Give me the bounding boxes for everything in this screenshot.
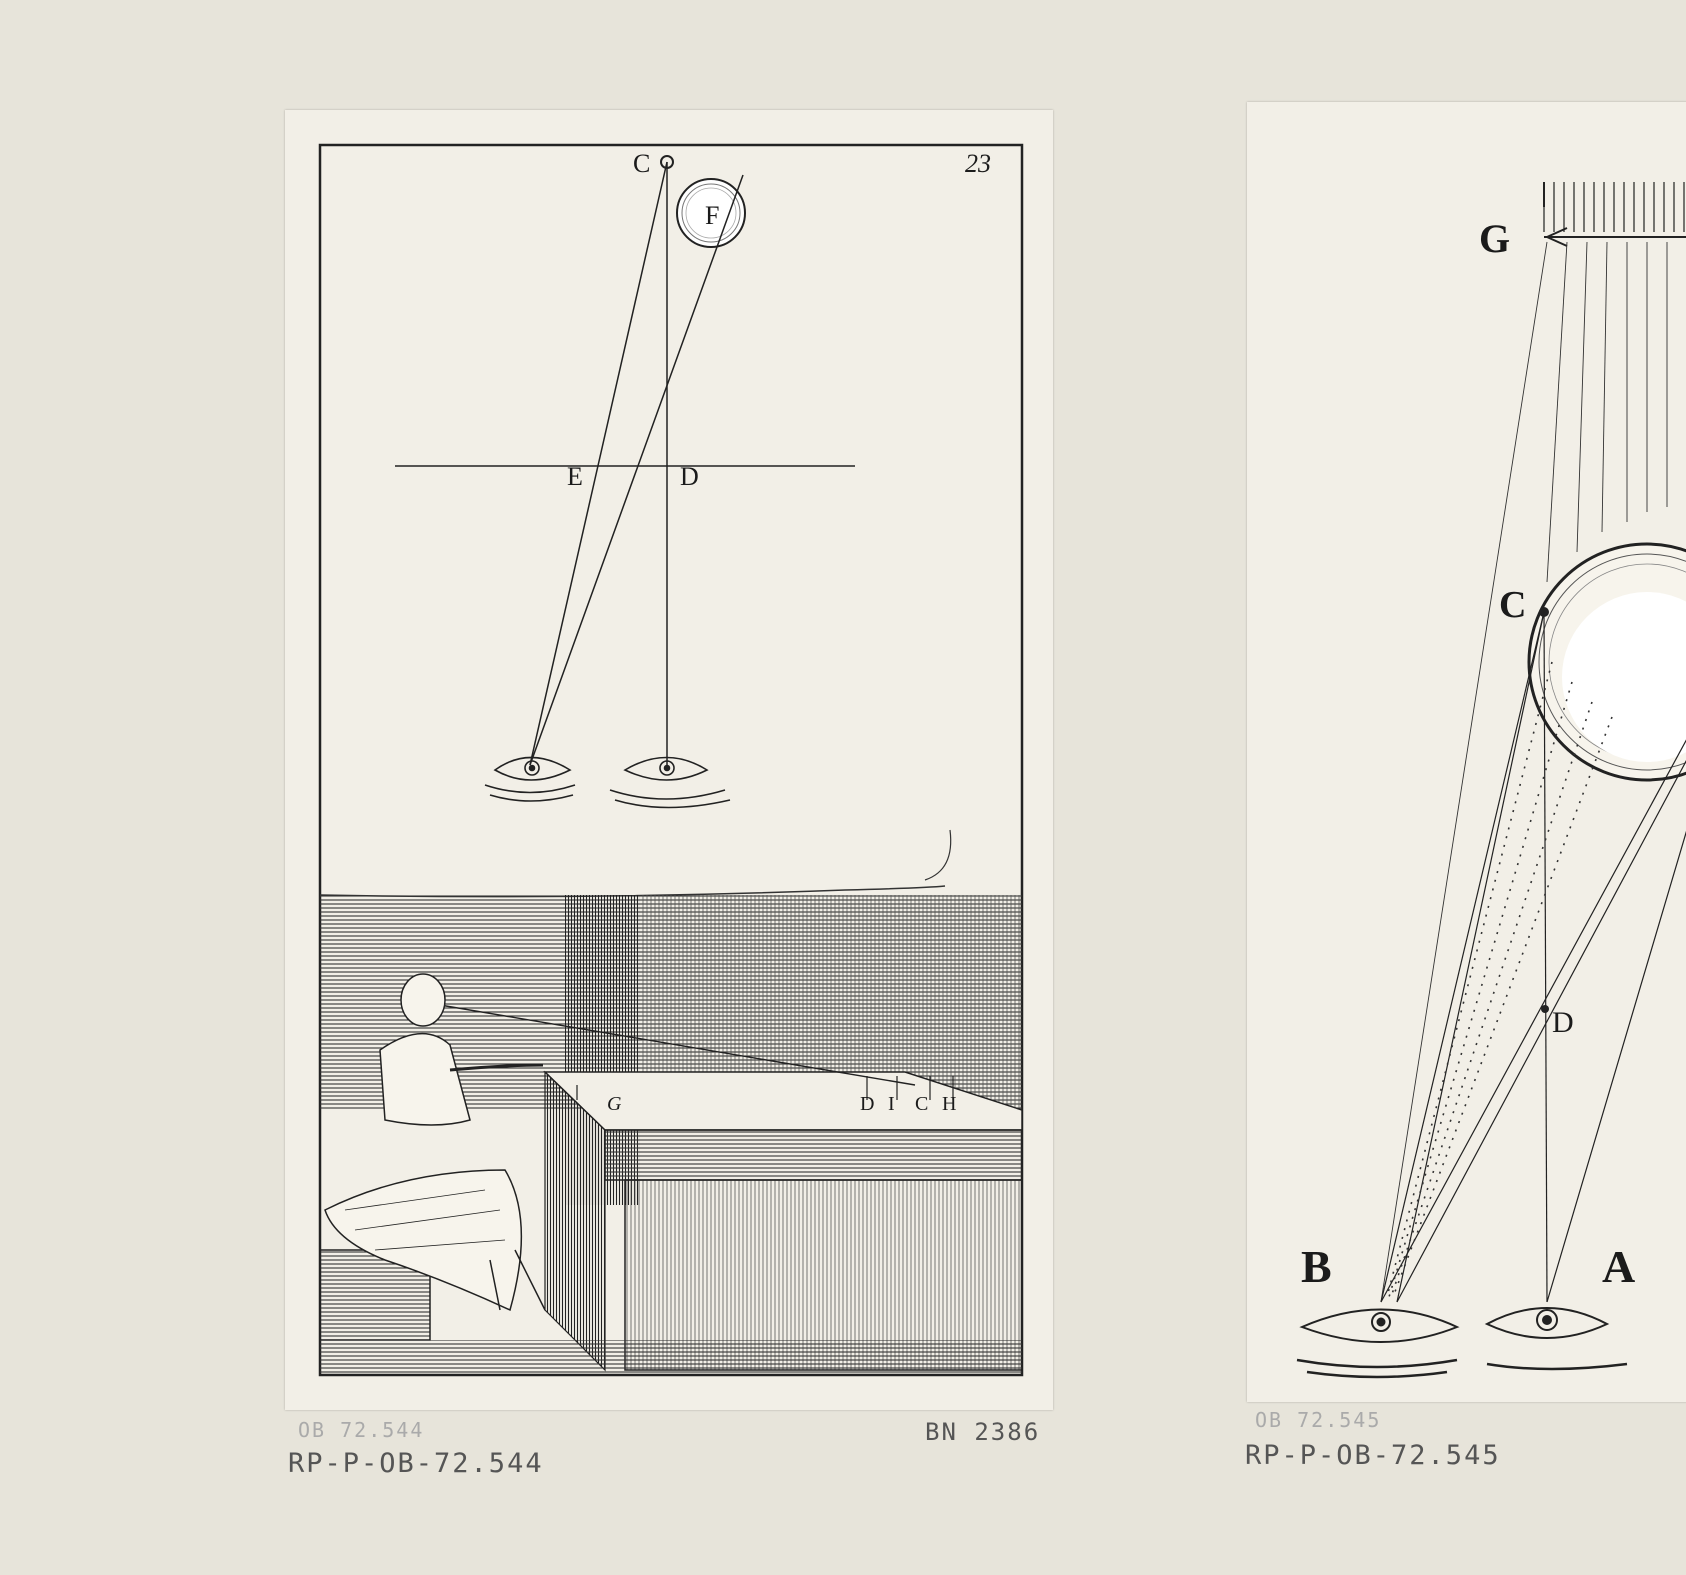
ray-c-left-eye <box>530 162 667 765</box>
collection-note: BN 2386 <box>925 1418 1041 1446</box>
scene-label-i: I <box>888 1093 895 1115</box>
label-d: D <box>680 462 699 491</box>
label-c: C <box>633 149 651 178</box>
old-inventory-left: OB 72.544 <box>298 1418 425 1442</box>
eye-a-icon <box>1487 1308 1627 1369</box>
scene-label-h: H <box>942 1093 957 1115</box>
plate-left <box>285 110 1053 1410</box>
scene-label-g: G <box>607 1093 622 1115</box>
plate-right-engraving <box>1247 102 1686 1402</box>
point-d <box>1541 1005 1549 1013</box>
scene-label-d: D <box>860 1093 875 1115</box>
sphere <box>1529 544 1686 780</box>
top-hatching <box>1544 182 1686 232</box>
label-a: A <box>1602 1241 1636 1292</box>
table <box>545 1072 1022 1370</box>
eye-right-icon <box>610 758 730 808</box>
eye-b-icon <box>1297 1310 1457 1378</box>
label-f: F <box>705 201 720 230</box>
label-b: B <box>1301 1241 1332 1292</box>
ray-f-left-eye <box>530 175 743 765</box>
scene-label-c: C <box>915 1093 929 1115</box>
label-e: E <box>567 462 583 491</box>
inventory-number-left: RP-P-OB-72.544 <box>288 1448 544 1479</box>
page-number: 23 <box>965 149 991 178</box>
label-c: C <box>1499 584 1527 626</box>
label-g: G <box>1479 216 1511 261</box>
plate-right <box>1247 102 1686 1402</box>
scene-floor <box>320 1340 1022 1375</box>
label-d: D <box>1552 1006 1574 1039</box>
plate-left-engraving <box>285 110 1053 1410</box>
inventory-number-right: RP-P-OB-72.545 <box>1245 1440 1501 1471</box>
sheet-curl <box>925 830 951 880</box>
old-inventory-right: OB 72.545 <box>1255 1408 1382 1432</box>
